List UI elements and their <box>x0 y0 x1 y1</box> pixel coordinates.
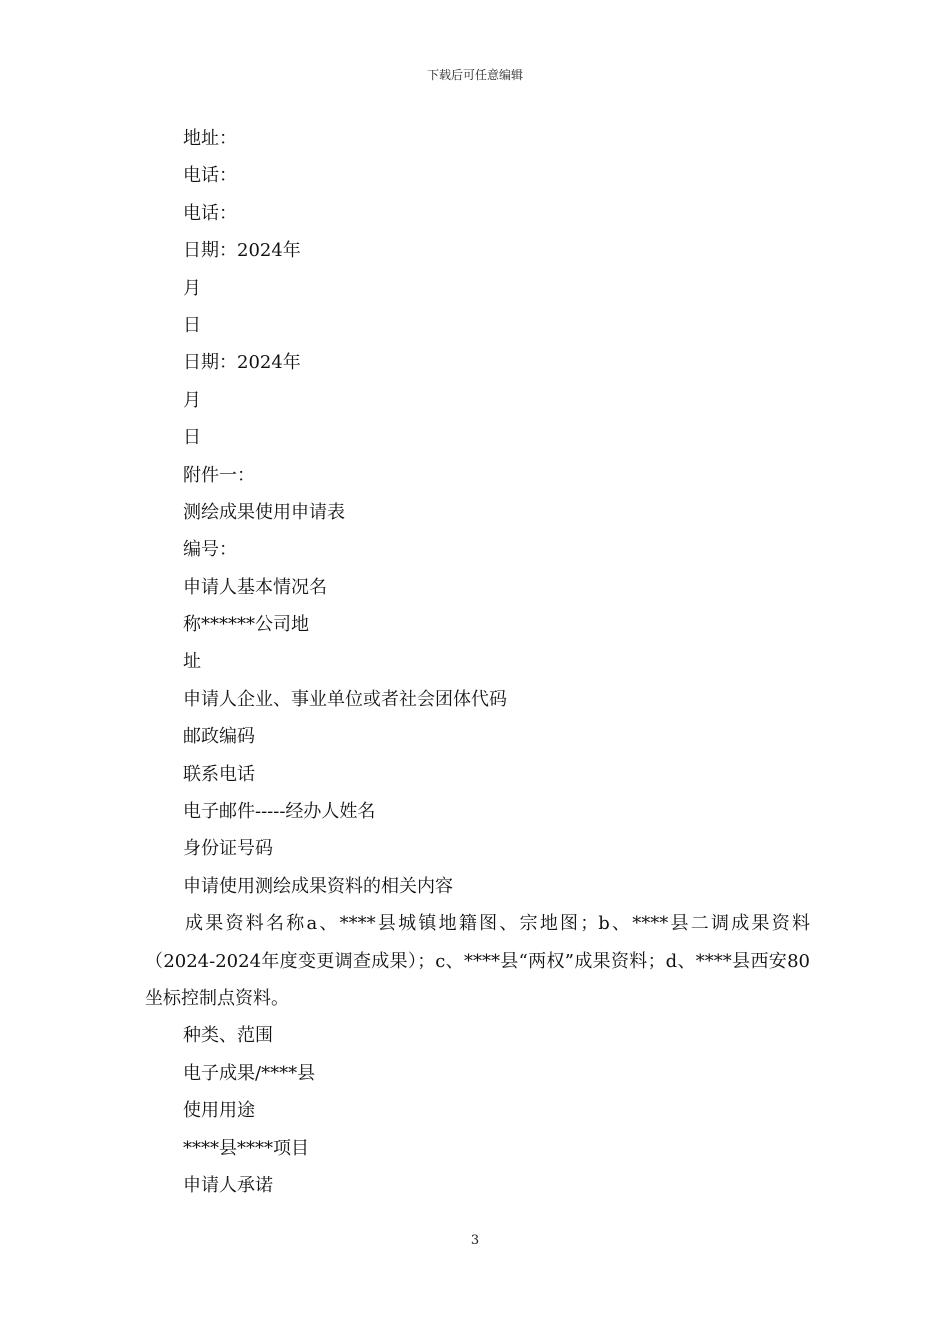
applicant-info-label: 申请人基本情况名 <box>183 576 327 598</box>
month-label: 月 <box>183 389 201 411</box>
applicant-commitment-label: 申请人承诺 <box>183 1174 273 1196</box>
usage-purpose-label: 使用用途 <box>183 1100 255 1122</box>
date-label: 日期：2024年 <box>183 240 301 262</box>
category-scope-value: 电子成果/****县 <box>183 1062 316 1084</box>
address-label: 地址： <box>183 128 237 149</box>
organization-code-label: 申请人企业、事业单位或者社会团体代码 <box>183 688 507 710</box>
applicant-address-label: 址 <box>183 651 201 673</box>
date-label: 日期：2024年 <box>183 352 301 374</box>
page-number: 3 <box>470 1233 480 1248</box>
page-header: 下载后可任意编辑 <box>426 68 523 82</box>
phone-label: 电话： <box>183 202 237 224</box>
day-label: 日 <box>183 314 201 336</box>
email-handler-label: 电子邮件-----经办人姓名 <box>183 801 376 823</box>
materials-paragraph: 成果资料名称a、****县城镇地籍图、宗地图；b、****县二调成果资料（2024-2024年度变更调查成果）；c、****县“两权”成果资料；d、****县西安80坐标控制点资料。 <box>145 913 810 1010</box>
postal-code-label: 邮政编码 <box>183 726 255 748</box>
id-number-label: 身份证号码 <box>183 838 273 860</box>
usage-content-label: 申请使用测绘成果资料的相关内容 <box>183 875 453 897</box>
phone-label: 电话： <box>183 165 237 187</box>
applicant-name-line: 称******公司地 <box>183 614 309 636</box>
category-scope-label: 种类、范围 <box>183 1025 273 1047</box>
attachment-label: 附件一： <box>183 464 255 486</box>
form-title: 测绘成果使用申请表 <box>183 501 345 523</box>
serial-number-label: 编号： <box>183 539 237 561</box>
document-body <box>145 120 810 1204</box>
month-label: 月 <box>183 277 201 299</box>
usage-purpose-value: ****县****项目 <box>183 1137 309 1159</box>
contact-phone-label: 联系电话 <box>183 763 255 785</box>
day-label: 日 <box>183 427 201 449</box>
